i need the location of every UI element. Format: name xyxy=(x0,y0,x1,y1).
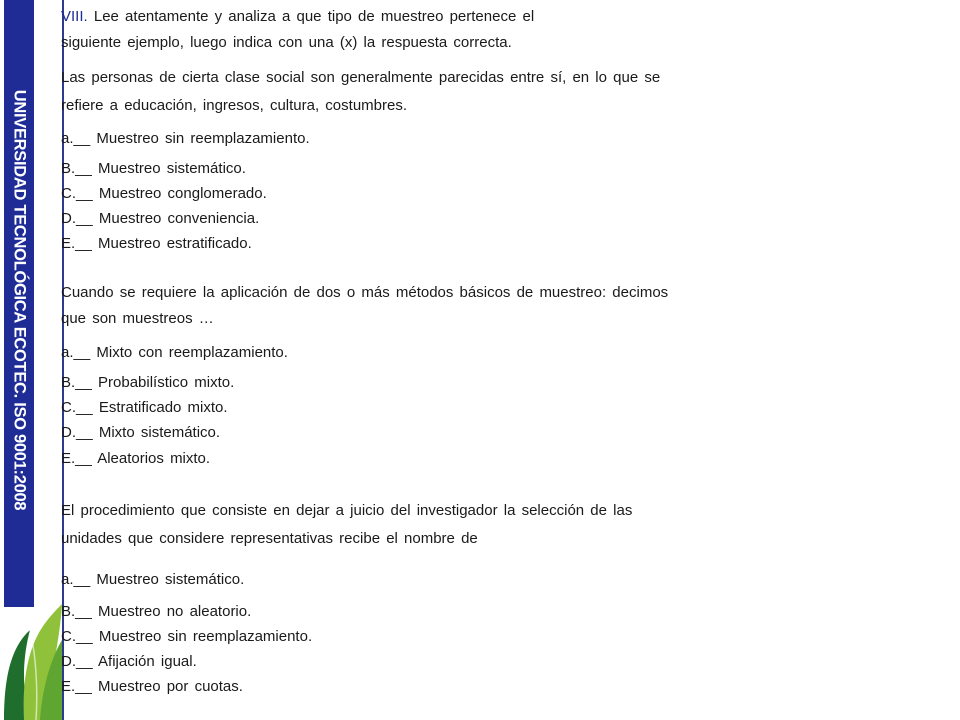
question-3-option-e: E.__ Muestreo por cuotas. xyxy=(61,678,243,695)
question-1-option-b: B.__ Muestreo sistemático. xyxy=(61,160,246,177)
question-2-option-c: C.__ Estratificado mixto. xyxy=(61,399,228,416)
question-2-prompt-line-1: Cuando se requiere la aplicación de dos o más métodos básicos de muestreo: decimos xyxy=(61,284,669,301)
question-1-prompt-line-1: Las personas de cierta clase social son generalmente parecidas entre sí, en lo que se xyxy=(61,69,661,86)
question-3-option-d: D.__ Afijación igual. xyxy=(61,653,197,670)
question-2-option-b: B.__ Probabilístico mixto. xyxy=(61,374,235,391)
question-1-option-d: D.__ Muestreo conveniencia. xyxy=(61,210,260,227)
section-instruction-line-1 xyxy=(61,8,534,26)
question-1-option-a: a.__ Muestreo sin reemplazamiento. xyxy=(61,130,310,147)
question-3-option-a: a.__ Muestreo sistemático. xyxy=(61,571,245,588)
question-3-option-c: C.__ Muestreo sin reemplazamiento. xyxy=(61,628,313,645)
section-number: VIII. xyxy=(61,8,88,25)
leaf-logo-icon xyxy=(0,600,64,720)
question-1-option-e: E.__ Muestreo estratificado. xyxy=(61,235,252,252)
question-3-option-b: B.__ Muestreo no aleatorio. xyxy=(61,603,252,620)
section-instruction-line-2: siguiente ejemplo, luego indica con una (x) la respuesta correcta. xyxy=(61,34,512,51)
question-2-option-d: D.__ Mixto sistemático. xyxy=(61,424,221,441)
university-vertical-title: UNIVERSIDAD TECNOLÓGICA ECOTEC. ISO 9001:2008 xyxy=(10,89,29,511)
sidebar xyxy=(0,0,64,720)
question-1-option-c: C.__ Muestreo conglomerado. xyxy=(61,185,267,202)
question-3-prompt-line-1: El procedimiento que consiste en dejar a juicio del investigador la selección de las xyxy=(61,502,633,519)
instruction-text: Lee atentamente y analiza a que tipo de muestreo pertenece el xyxy=(93,8,535,25)
question-2-option-e: E.__ Aleatorios mixto. xyxy=(61,450,211,467)
question-3-prompt-line-2: unidades que considere representativas recibe el nombre de xyxy=(61,530,478,547)
question-2-prompt-line-2: que son muestreos … xyxy=(61,310,214,327)
question-1-prompt-line-2: refiere a educación, ingresos, cultura, costumbres. xyxy=(61,97,407,114)
question-2-option-a: a.__ Mixto con reemplazamiento. xyxy=(61,344,288,361)
